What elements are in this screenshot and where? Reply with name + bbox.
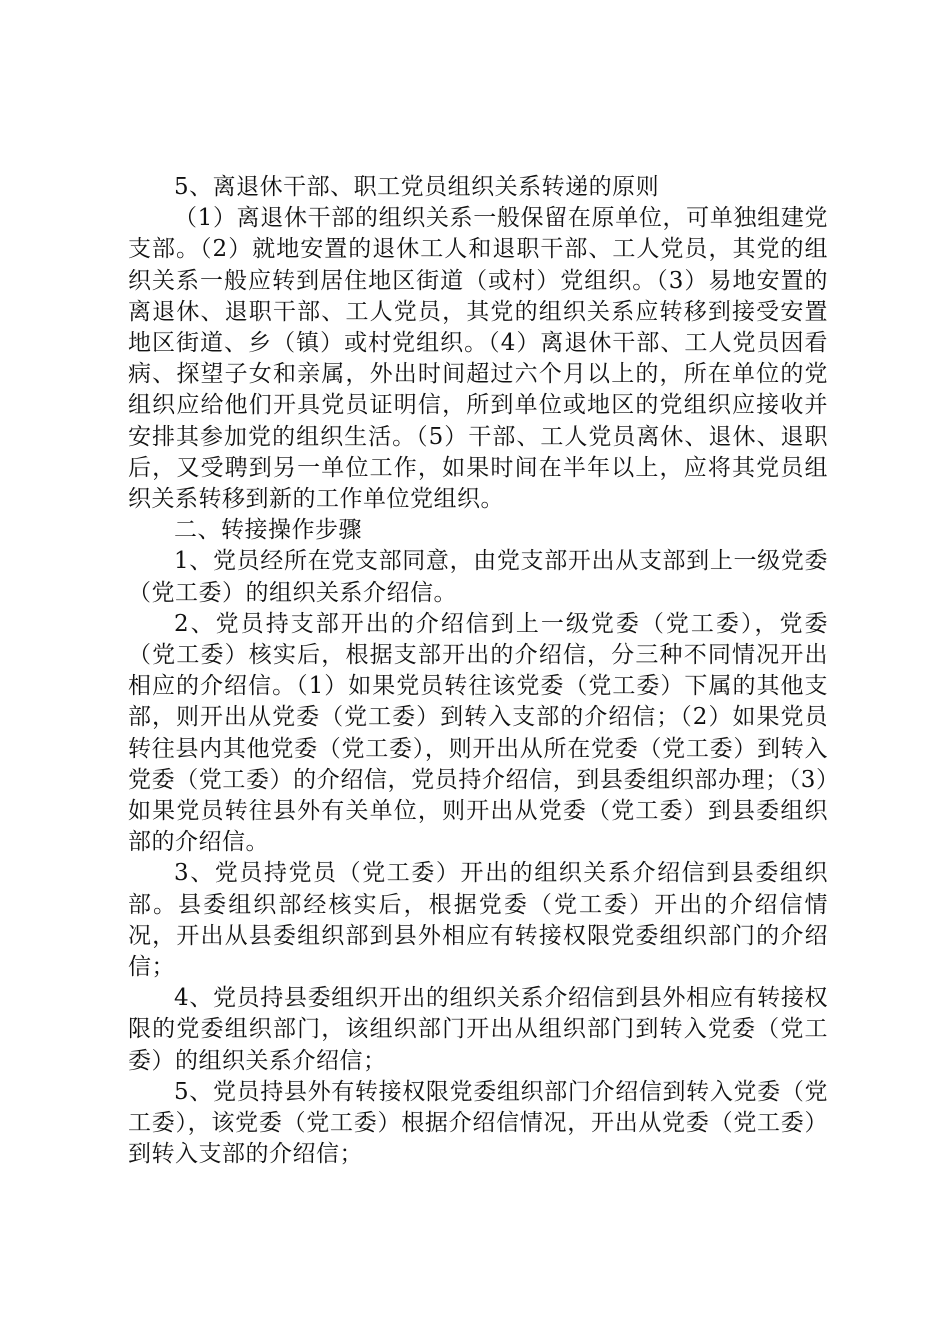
paragraph-step-1: 1、党员经所在党支部同意，由党支部开出从支部到上一级党委（党工委）的组织关系介绍信。 — [128, 548, 828, 606]
document-body — [128, 172, 828, 1171]
section-heading-transfer-steps: 二、转接操作步骤 — [174, 517, 362, 544]
paragraph-step-4: 4、党员持县委组织开出的组织关系介绍信到县外相应有转接权限的党委组织部门，该组织部门开出从组织部门到转入党委（党工委）的组织关系介绍信； — [128, 985, 828, 1074]
section-heading-retiree-principles: 5、离退休干部、职工党员组织关系转递的原则 — [174, 174, 660, 200]
paragraph-step-2: 2、党员持支部开出的介绍信到上一级党委（党工委），党委（党工委）核实后，根据支部开出的介绍信，分三种不同情况开出相应的介绍信。（1）如果党员转往该党委（党工委）下属的其他支部，则开出从党委（党工委）到转入支部的介绍信；（2）如果党员转往县内其他党委（党工委），则开出从所在党委（党工委）到转入党委（党工委）的介绍信，党员持介绍信，到县委组织部办理；（3）如果党员转往县外有关单位，则开出从党委（党工委）到县委组织部的介绍信。 — [128, 610, 828, 856]
paragraph-step-3: 3、党员持党员（党工委）开出的组织关系介绍信到县委组织部。县委组织部经核实后，根据党委（党工委）开出的介绍信情况，开出从县委组织部到县外相应有转接权限党委组织部门的介绍信； — [128, 860, 828, 981]
paragraph-step-5: 5、党员持县外有转接权限党委组织部门介绍信到转入党委（党工委），该党委（党工委）根据介绍信情况，开出从党委（党工委）到转入支部的介绍信； — [128, 1078, 828, 1168]
paragraph-retiree-rules: （1）离退休干部的组织关系一般保留在原单位，可单独组建党支部。（2）就地安置的退休工人和退职干部、工人党员，其党的组织关系一般应转到居住地区街道（或村）党组织。（3）易地安置的离退休、退职干部、工人党员，其党的组织关系应转移到接受安置地区街道、乡（镇）或村党组织。（4）离退休干部、工人党员因看病、探望子女和亲属，外出时间超过六个月以上的，所在单位的党组织应给他们开具党员证明信，所到单位或地区的党组织应接收并安排其参加党的组织生活。（5）干部、工人党员离休、退休、退职后，又受聘到另一单位工作，如果时间在半年以上，应将其党员组织关系转移到新的工作单位党组织。 — [128, 205, 828, 513]
